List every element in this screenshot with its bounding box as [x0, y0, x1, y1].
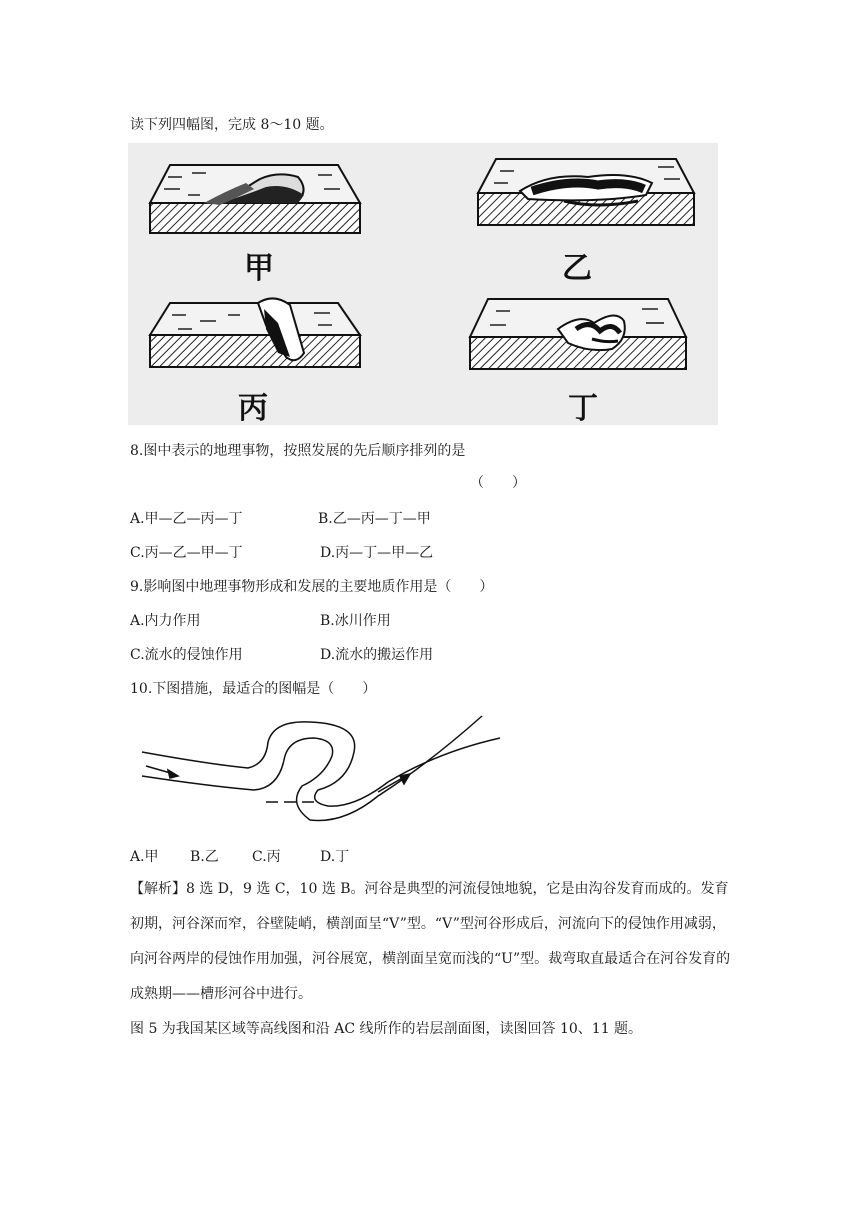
figure-label-yi: 乙	[562, 251, 592, 286]
q9-option-b: B.冰川作用	[320, 613, 391, 629]
analysis-paragraph	[130, 872, 735, 1012]
q10-option-d: D.丁	[320, 849, 350, 865]
q9-stem: 9.影响图中地理事物形成和发展的主要地质作用是（ ）	[130, 579, 494, 595]
diagram-ding	[470, 299, 686, 369]
analysis-tag: 【解析】	[130, 881, 186, 897]
q8-bracket: （ ）	[470, 475, 526, 491]
q10-stem: 10.下图措施，最适合的图幅是（ ）	[130, 681, 377, 697]
river-meander-diagram	[138, 712, 508, 824]
q8-option-c: C.丙—乙—甲—丁	[130, 545, 243, 561]
analysis-text: 8 选 D，9 选 C，10 选 B。河谷是典型的河流侵蚀地貌，它是由沟谷发育而成的。发育初期，河谷深而窄，谷壁陡峭，横剖面呈“V”型。“V”型河谷形成后，河流向下的侵蚀作用减弱，向河谷两岸的侵蚀作用加强，河谷展宽，横剖面呈宽而浅的“U”型。裁弯取直最适合在河谷发育的成熟期——槽形河谷中进行。	[130, 881, 731, 1002]
q9-option-a: A.内力作用	[130, 613, 201, 629]
q8-option-d: D.丙—丁—甲—乙	[320, 545, 434, 561]
q9-option-d: D.流水的搬运作用	[320, 647, 434, 663]
block-diagrams	[128, 143, 718, 425]
figure-label-ding: 丁	[568, 391, 598, 426]
q8-option-a: A.甲—乙—丙—丁	[130, 511, 243, 527]
diagram-jia	[150, 165, 360, 233]
q8-stem: 8.图中表示的地理事物，按照发展的先后顺序排列的是	[130, 443, 466, 459]
figure-label-jia: 甲	[244, 251, 274, 286]
q10-option-b: B.乙	[190, 849, 219, 865]
next-question-intro: 图 5 为我国某区域等高线图和沿 AC 线所作的岩层剖面图，读图回答 10、11 题。	[130, 1021, 643, 1037]
landform-figure	[128, 143, 718, 425]
diagram-bing	[150, 298, 360, 367]
q9-option-c: C.流水的侵蚀作用	[130, 647, 243, 663]
q10-option-a: A.甲	[130, 849, 159, 865]
q8-option-b: B.乙—丙—丁—甲	[318, 511, 431, 527]
diagram-yi	[478, 159, 694, 225]
q10-option-c: C.丙	[252, 849, 281, 865]
intro-text: 读下列四幅图，完成 8～10 题。	[130, 117, 334, 133]
figure-label-bing: 丙	[238, 391, 268, 426]
